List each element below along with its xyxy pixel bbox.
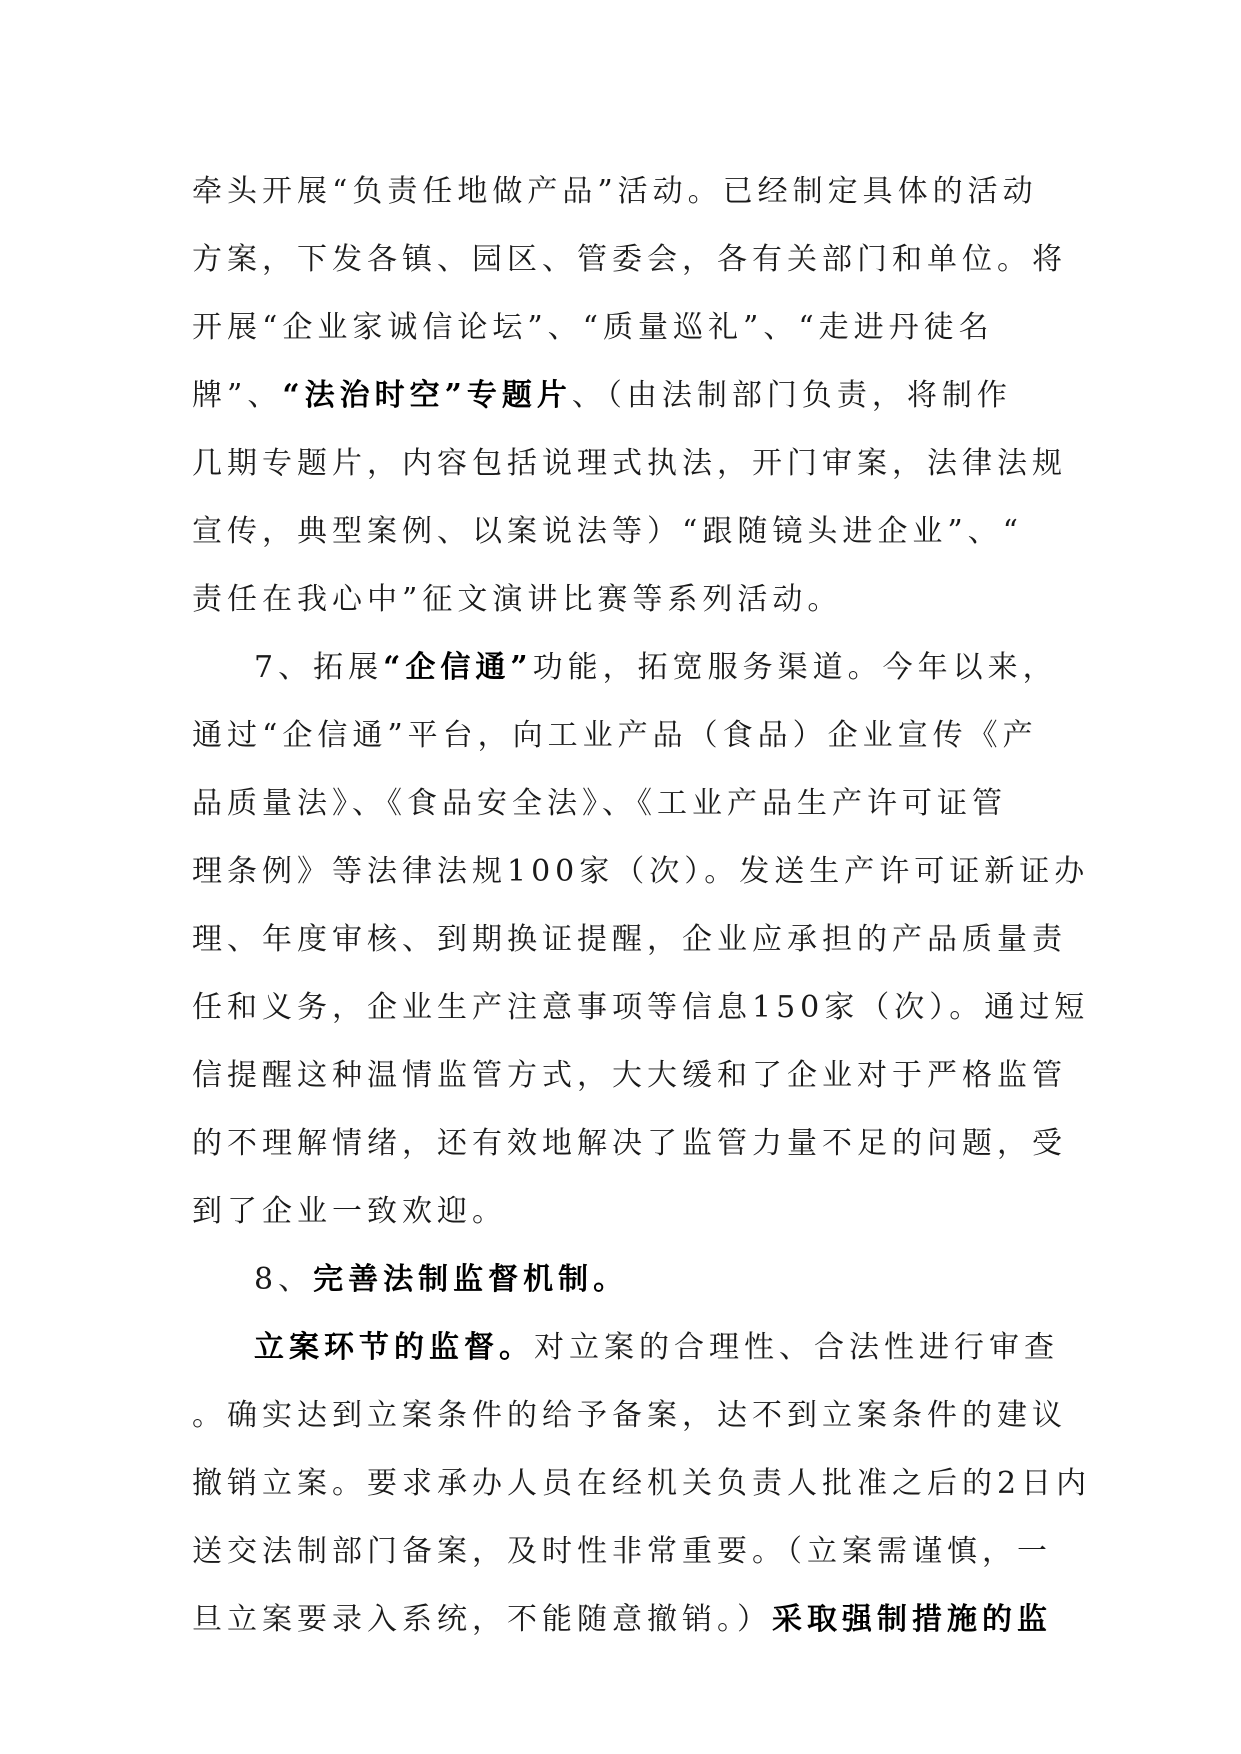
text-line	[192, 1178, 1042, 1246]
text-line	[192, 1586, 1052, 1654]
text-run: 品质量法》、《食品安全法》、《工业产品生产许可证管	[192, 786, 1007, 821]
text-line	[192, 362, 1042, 430]
text-run: 任和义务，企业生产注意事项等信息150家（次）。通过短	[192, 990, 1090, 1025]
text-line	[192, 498, 1042, 566]
text-run: 理、年度审核、到期换证提醒，企业应承担的产品质量责	[192, 922, 1067, 957]
text-line	[192, 158, 1042, 226]
text-run: 旦立案要录入系统，不能随意撤销。）	[192, 1602, 772, 1637]
text-line	[192, 702, 1042, 770]
text-run: 开展“企业家诚信论坛”、“质量巡礼”、“走进丹徒名	[192, 310, 994, 345]
text-run: 到了企业一致欢迎。	[192, 1194, 507, 1229]
text-line	[192, 974, 1090, 1042]
text-run: 通过“企信通”平台，向工业产品（食品）企业宣传《产	[192, 718, 1038, 753]
text-run: 的不理解情绪，还有效地解决了监管力量不足的问题，受	[192, 1126, 1067, 1161]
text-run: 送交法制部门备案，及时性非常重要。（立案需谨慎，一	[192, 1534, 1052, 1569]
bold-text-run: 采取强制措施的监	[772, 1602, 1052, 1637]
text-line	[192, 838, 1090, 906]
text-run: 方案，下发各镇、园区、管委会，各有关部门和单位。将	[192, 242, 1067, 277]
text-run: 宣传，典型案例、以案说法等）“跟随镜头进企业”、“	[192, 514, 1024, 549]
bold-text-run: 立案环节的监督。	[254, 1330, 534, 1365]
text-line	[192, 1518, 1052, 1586]
text-line	[192, 226, 1067, 294]
text-line	[192, 906, 1067, 974]
text-line	[192, 294, 1042, 362]
text-run: 撤销立案。要求承办人员在经机关负责人批准之后的2日内	[192, 1466, 1092, 1501]
text-line	[192, 770, 1042, 838]
text-line	[192, 1382, 1067, 1450]
text-run: 。确实达到立案条件的给予备案，达不到立案条件的建议	[192, 1398, 1067, 1433]
text-run: 、（由法制部门负责，将制作	[571, 378, 1012, 413]
body-text	[192, 158, 1092, 1654]
text-run: 几期专题片，内容包括说理式执法，开门审案，法律法规	[192, 446, 1067, 481]
text-run: 牌”、	[192, 378, 283, 413]
text-run: 信提醒这种温情监管方式，大大缓和了企业对于严格监管	[192, 1058, 1067, 1093]
text-line	[192, 1110, 1067, 1178]
bold-text-run: “法治时空”专题片	[282, 378, 572, 413]
text-run: 功能，拓宽服务渠道。今年以来，	[532, 650, 1058, 685]
text-run: 理条例》等法律法规100家（次）。发送生产许可证新证办	[192, 854, 1090, 889]
text-line	[192, 1450, 1092, 1518]
text-run: 8、	[254, 1262, 314, 1297]
text-line	[192, 430, 1067, 498]
text-run: 责任在我心中”征文演讲比赛等系列活动。	[192, 582, 843, 617]
text-line	[192, 1246, 1042, 1314]
bold-text-run: 完善法制监督机制。	[313, 1262, 629, 1297]
text-run: 对立案的合理性、合法性进行审查	[534, 1330, 1059, 1365]
text-line	[192, 1314, 1059, 1382]
bold-text-run: “企信通”	[383, 650, 533, 685]
text-line	[192, 566, 1042, 634]
text-run: 牵头开展“负责任地做产品”活动。已经制定具体的活动	[192, 174, 1038, 209]
text-run: 7、拓展	[254, 650, 384, 685]
text-line	[192, 1042, 1067, 1110]
text-line	[192, 634, 1058, 702]
